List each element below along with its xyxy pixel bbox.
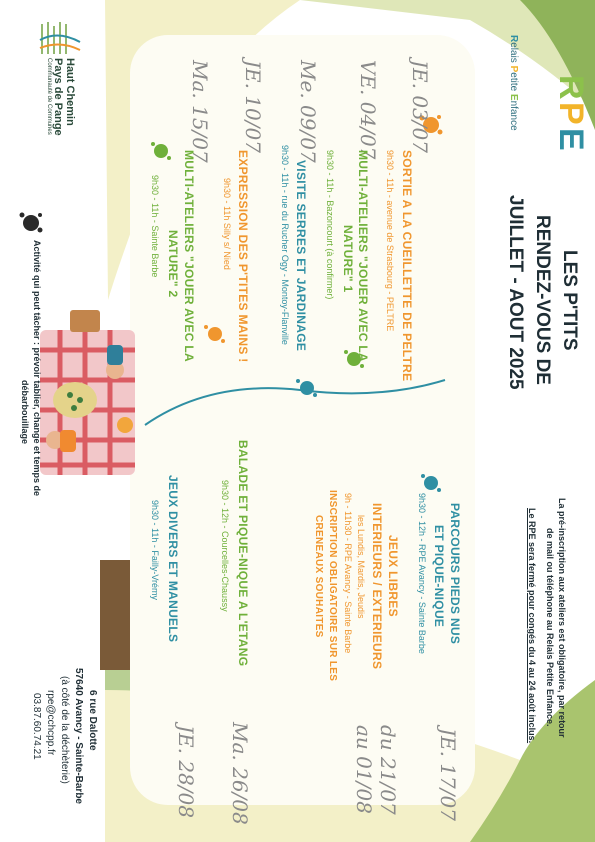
rpe-letter-e: E [508, 93, 519, 101]
event-title-6a: PARCOURS PIEDS NUS [448, 503, 462, 645]
event-date-5: Ma. 15/07 [188, 60, 212, 163]
event-title-1: SORTIE A LA CUEILLETTE DE PELTRE [400, 150, 414, 382]
address-line1: 6 rue Dalotte [87, 690, 98, 751]
event-title-7b: INTERIEURS / EXTERIEURS [370, 503, 384, 670]
event-title-4: EXPRESSION DES P'TITES MAINS ! [236, 150, 250, 363]
rpe-letter-p: P [508, 65, 519, 73]
rpe-word-relais: elais [508, 42, 519, 66]
community-subtitle: Communauté de Communes [46, 58, 52, 135]
splat-dark-icon [18, 210, 44, 236]
community-logo-icon [38, 20, 82, 56]
event-title-9: JEUX DIVERS ET MANUELS [166, 475, 180, 643]
event-detail-9: 9h30 - 11h - Failly-Vrémy [150, 500, 160, 601]
event-title-2b: NATURE" 1 [341, 225, 355, 293]
splat-green-icon-2 [150, 140, 172, 162]
event-title-7a: JEUX LIBRES [386, 535, 400, 617]
activity-note-2: débarbouillage [20, 380, 30, 445]
notice-line2: de mail ou téléphone au Relais Petite Enfance. [545, 528, 555, 727]
community-name-2: Pays de Pange [52, 58, 64, 136]
notice-line3: Le RPE sera fermé pour congés du 4 au 24 août inclus. [527, 508, 537, 744]
rpe-logo [505, 35, 590, 175]
picnic-illustration [30, 300, 150, 480]
event-title-5b: NATURE" 2 [166, 230, 180, 298]
svg-text:E: E [552, 128, 590, 151]
event-date-7: du 21/07 au 01/08 [352, 725, 400, 815]
event-date-8: Ma. 26/08 [228, 722, 252, 825]
headline-line1: LES P'TITS [559, 250, 580, 351]
splat-teal-icon-2 [420, 472, 442, 494]
event-detail-1: 9h30 - 11h - avenue de Strasbourg - PELTRE [385, 150, 395, 332]
event-detail-2: 9h30 - 11h - Bazoncourt (à confirmer) [325, 150, 335, 300]
event-detail-5: 9h30 - 11h - Sainte Barbe [150, 175, 160, 278]
community-name-1: Haut Chemin [64, 58, 76, 126]
rpe-word-enfance: nfance [508, 100, 519, 131]
event-extra-7a: INSCRIPTION OBLIGATOIRE SUR LES [327, 490, 338, 682]
headline-line3: JUILLET - AOUT 2025 [505, 195, 526, 390]
event-date-4: JE. 10/07 [241, 60, 265, 153]
splat-orange-icon-2 [203, 322, 227, 346]
splat-teal-icon [295, 376, 319, 400]
event-date-1: JE. 03/07 [408, 60, 432, 153]
event-detail-3: 9h30 - 11h - rue du Rucher Ogy - Montoy-Flanville [280, 145, 290, 345]
event-detail-8: 9h30 - 12h - Courcelles-Chaussy [220, 480, 230, 612]
event-date-9: JE. 28/08 [174, 725, 198, 818]
event-title-8: BALADE ET PIQUE-NIQUE A L'ETANG [236, 440, 250, 667]
event-detail-7a: les Lundis, Mardis, Jeudis [356, 515, 366, 619]
svg-text:R: R [552, 75, 590, 100]
event-detail-6: 9h30 - 12h - RPE Avancy - Sainte Barbe [417, 493, 427, 654]
event-date-3: Me. 09/07 [296, 60, 320, 163]
notice-line1: La pré-inscription aux ateliers est obligatoire, par retour [557, 498, 567, 738]
event-detail-4: 9h30 - 11h Silly s/ Nied [222, 178, 232, 270]
event-title-2a: MULTI-ATELIERS "JOUER AVEC LA [356, 150, 370, 362]
address-email-link[interactable]: rpe@cchcpp.fr [45, 690, 56, 756]
rpe-letter-r: R [508, 35, 519, 43]
event-title-5a: MULTI-ATELIERS "JOUER AVEC LA [182, 150, 196, 362]
event-date-6: JE. 17/07 [436, 728, 460, 821]
headline-line2: RENDEZ-VOUS DE [532, 215, 553, 385]
event-date-2: VE. 04/07 [356, 60, 380, 160]
event-title-3: VISITE SERRES ET JARDINAGE [294, 160, 308, 352]
community-logo [14, 20, 76, 136]
rpe-word-petite: etite [508, 72, 519, 94]
activity-note-1: Activité qui peut tâcher : prévoir tablier, change et temps de [32, 240, 42, 497]
event-extra-7b: CRENEAUX SOUHAITES [313, 515, 324, 638]
event-title-6b: ET PIQUE-NIQUE [432, 525, 446, 628]
event-detail-7b: 9h - 11h30 - RPE Avancy - Sainte Barbe [343, 493, 353, 654]
address-line3: (à côté de la déchèterie) [59, 676, 70, 784]
address-phone: 03.87.60.74.21 [31, 693, 42, 760]
address-line2: 57640 Avancy - Sainte-Barbe [73, 668, 84, 804]
rpe-full-name [508, 35, 519, 131]
svg-text:P: P [552, 102, 590, 125]
